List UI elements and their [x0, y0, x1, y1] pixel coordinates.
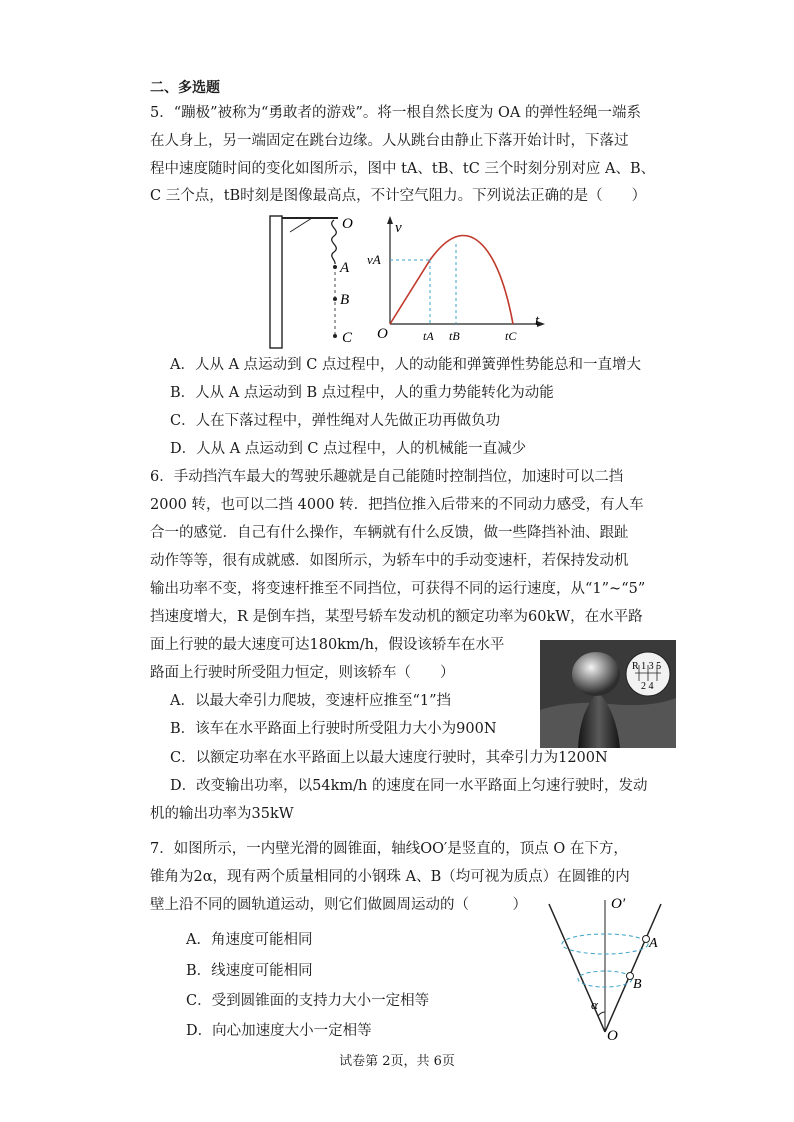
label-ball-a: A [649, 936, 658, 951]
q7-option-d: D．向心加速度大小一定相等 [186, 1023, 372, 1039]
q6-line: 合一的感觉．自己有什么操作，车辆就有什么反馈，做一些降挡补油、跟趾 [150, 525, 629, 541]
cone-right-edge [605, 904, 661, 1032]
label-a: A [340, 260, 350, 276]
t-axis-label: t [535, 313, 540, 329]
q5-option-c: C．人在下落过程中，弹性绳对人先做正功再做负功 [170, 413, 501, 429]
tc-label: tC [505, 329, 517, 343]
tb-label: tB [449, 329, 460, 343]
label-o: O [342, 216, 353, 232]
point-b-dot [333, 297, 337, 301]
gear-shift-drawing [540, 640, 676, 748]
point-a-dot [333, 265, 337, 269]
point-c-dot [333, 334, 337, 338]
q6-option-b: B．该车在水平路面上行驶时所受阻力大小为900N [170, 721, 497, 737]
page-footer: 试卷第 2页，共 6页 [339, 1054, 455, 1069]
cone-left-edge [549, 904, 605, 1032]
q6-line: 挡速度增大，R 是倒车挡，某型号轿车发动机的额定功率为60kW，在水平路 [150, 609, 643, 625]
platform-brace [290, 218, 312, 232]
q7-option-b: B．线速度可能相同 [186, 963, 313, 979]
velocity-time-graph [365, 212, 550, 344]
ta-label: tA [423, 329, 434, 343]
label-b: B [340, 292, 350, 308]
q6-line: 路面上行驶时所受阻力恒定，则该轿车（ ） [150, 665, 455, 681]
q6-line: 6．手动挡汽车最大的驾驶乐趣就是自己能随时控制挡位，加速时可以二挡 [150, 469, 624, 485]
angle-arc [598, 1012, 605, 1016]
section-heading: 二、多选题 [150, 80, 220, 96]
elastic-rope [332, 220, 337, 264]
q6-option-d: D．改变输出功率，以54km/h 的速度在同一水平路面上匀速行驶时，发动 [170, 778, 648, 794]
origin-label: O [377, 326, 388, 342]
label-vertex-o: O [607, 1028, 618, 1042]
gear-labels-top: R 1 3 5 [632, 661, 662, 672]
q5-option-b: B．人从 A 点运动到 B 点过程中，人的重力势能转化为动能 [170, 385, 554, 401]
q5-option-a: A．人从 A 点运动到 C 点过程中，人的动能和弹簧弹性势能总和一直增大 [170, 357, 641, 373]
q5-line: C 三个点，tB时刻是图像最高点，不计空气阻力。下列说法正确的是（ ） [150, 188, 647, 204]
q5-line: 在人身上，另一端固定在跳台边缘。人从跳台由静止下落开始计时，下落过 [150, 133, 629, 149]
v-axis-label: v [395, 220, 402, 236]
q6-option-a: A．以最大牵引力爬坡，变速杆应推至“1”挡 [170, 693, 452, 709]
q6-line: 动作等等，很有成就感．如图所示，为轿车中的手动变速杆，若保持发动机 [150, 553, 629, 569]
q6-line: 2000 转，也可以二挡 4000 转．把挡位推入后带来的不同动力感受，有人车 [150, 497, 644, 513]
label-o-prime: O′ [611, 896, 626, 912]
q5-line: 程中速度随时间的变化如图所示，图中 tA、tB、tC 三个时刻分别对应 A、B、 [150, 161, 656, 177]
label-c: C [342, 330, 353, 346]
q7-option-a: A．角速度可能相同 [186, 932, 313, 948]
q7-line: 锥角为2α，现有两个质量相同的小钢珠 A、B（均可视为质点）在圆锥的内 [150, 869, 630, 885]
q5-option-d: D．人从 A 点运动到 C 点过程中，人的机械能一直减少 [170, 441, 527, 457]
q5-line: 5．“蹦极”被称为“勇敢者的游戏”。将一根自然长度为 OA 的弹性轻绳一端系 [150, 105, 641, 121]
q6-line: 输出功率不变，将变速杆推至不同挡位，可获得不同的运行速度，从“1”~“5” [150, 581, 646, 597]
q7-option-c: C．受到圆锥面的支持力大小一定相等 [186, 993, 430, 1009]
gear-labels-bottom: 2 4 [641, 681, 654, 692]
bungee-platform-figure [266, 210, 366, 350]
cone-figure [545, 892, 675, 1042]
gear-shift-photo [540, 640, 676, 748]
velocity-curve [390, 236, 513, 325]
va-label: vA [367, 252, 381, 267]
q6-option-d-cont: 机的输出功率为35kW [150, 806, 294, 822]
label-alpha: α [591, 997, 598, 1012]
q7-line: 壁上沿不同的圆轨道运动，则它们做圆周运动的（ ） [150, 897, 527, 913]
q6-option-c: C．以额定功率在水平路面上以最大速度行驶时，其牵引力为1200N [170, 750, 608, 766]
platform-pillar [270, 216, 282, 348]
label-ball-b: B [633, 977, 642, 992]
v-axis-arrow [387, 216, 393, 224]
shift-knob [572, 652, 620, 696]
q6-line: 面上行驶的最大速度可达180km/h，假设该轿车在水平 [150, 637, 505, 653]
q7-line: 7．如图所示，一内壁光滑的圆锥面，轴线OO′是竖直的，顶点 O 在下方， [150, 841, 628, 857]
